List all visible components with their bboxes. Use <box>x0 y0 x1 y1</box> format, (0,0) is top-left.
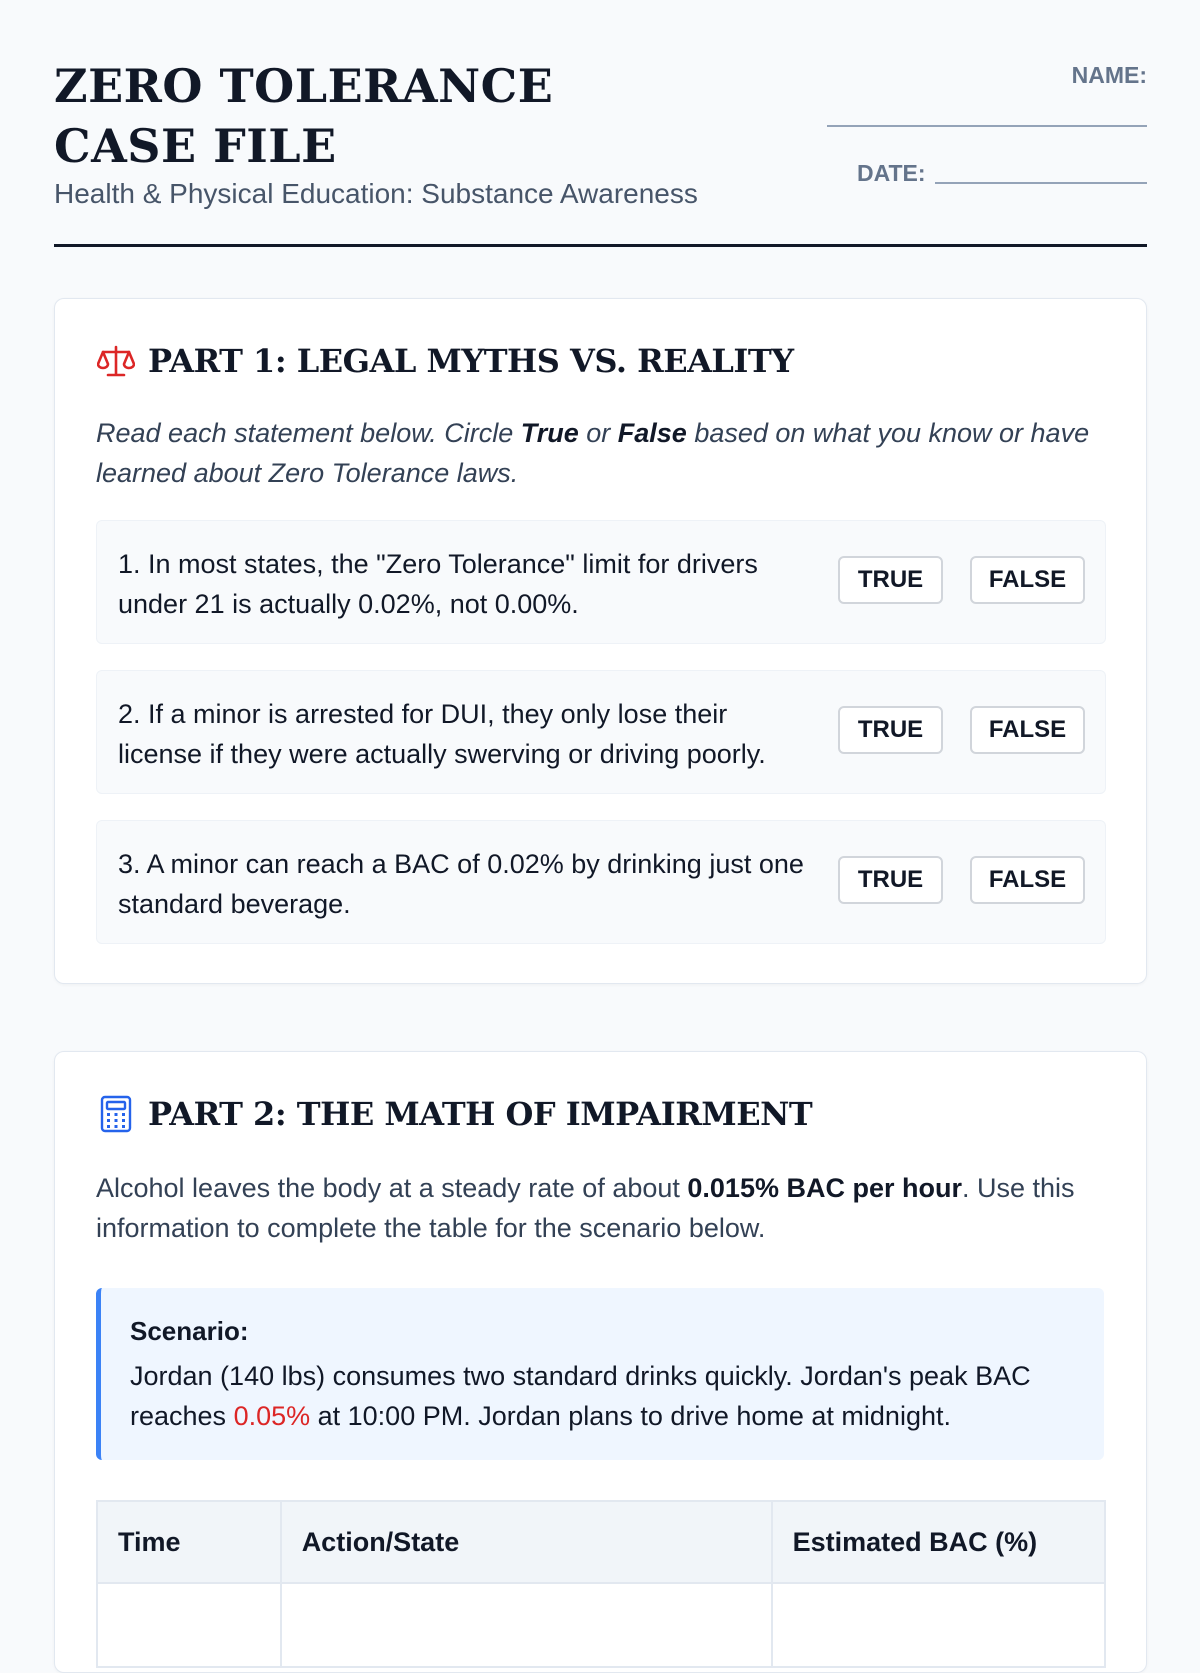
false-button[interactable]: FALSE <box>970 556 1085 604</box>
false-button[interactable]: FALSE <box>970 706 1085 754</box>
page-subtitle: Health & Physical Education: Substance Awareness <box>54 178 698 209</box>
table-cell[interactable] <box>281 1583 772 1667</box>
question-item <box>96 670 1106 794</box>
column-header-action: Action/State <box>281 1501 772 1583</box>
scenario-label: Scenario: <box>130 1316 249 1346</box>
part2-heading <box>96 1094 812 1134</box>
instructions-true-word: True <box>520 418 579 448</box>
page-title: ZERO TOLERANCE CASE FILE <box>54 59 554 173</box>
part1-heading <box>96 341 794 381</box>
intro-text: Alcohol leaves the body at a steady rate of about <box>96 1173 688 1203</box>
worksheet-page <box>54 0 1147 1557</box>
worksheet-header <box>54 0 1147 247</box>
part2-intro <box>96 1168 1096 1248</box>
table-cell[interactable] <box>772 1583 1105 1667</box>
instructions-text: based on what you know or have learned about Zero Tolerance laws. <box>96 418 1090 488</box>
scenario-box <box>96 1288 1104 1460</box>
name-field-line[interactable] <box>827 125 1147 127</box>
true-button[interactable]: TRUE <box>838 556 943 604</box>
bac-table <box>96 1500 1106 1668</box>
name-label: NAME: <box>1071 62 1147 88</box>
scenario-text-part: at 10:00 PM. Jordan plans to drive home at midnight. <box>310 1401 951 1431</box>
scenario-peak-bac: 0.05% <box>233 1401 311 1431</box>
scale-icon <box>96 341 136 381</box>
part2-card <box>54 1051 1147 1673</box>
true-button[interactable]: TRUE <box>838 706 943 754</box>
true-button[interactable]: TRUE <box>838 856 943 904</box>
part2-title: PART 2: THE MATH OF IMPAIRMENT <box>148 1095 813 1133</box>
question-text: 1. In most states, the "Zero Tolerance" limit for drivers under 21 is actually 0.02%, not 0.00%. <box>118 549 758 619</box>
instructions-false-word: False <box>617 418 687 448</box>
table-row <box>97 1583 1105 1667</box>
date-field-line[interactable] <box>935 182 1147 184</box>
question-item <box>96 820 1106 944</box>
part1-card <box>54 298 1147 984</box>
intro-rate: 0.015% BAC per hour <box>687 1173 962 1203</box>
part1-title: PART 1: LEGAL MYTHS VS. REALITY <box>148 342 794 380</box>
table-cell[interactable] <box>97 1583 281 1667</box>
calculator-icon <box>96 1094 136 1134</box>
intro-text: . Use this information to complete the table for the scenario below. <box>96 1173 1075 1243</box>
date-label: DATE: <box>857 160 926 186</box>
question-item <box>96 520 1106 644</box>
instructions-text: or <box>578 418 618 448</box>
column-header-time: Time <box>97 1501 281 1583</box>
column-header-bac: Estimated BAC (%) <box>772 1501 1105 1583</box>
question-text: 3. A minor can reach a BAC of 0.02% by drinking just one standard beverage. <box>118 849 804 919</box>
table-header-row <box>97 1501 1105 1583</box>
scenario-text-part: Jordan (140 lbs) consumes two standard drinks quickly. Jordan's peak BAC reaches <box>130 1361 1031 1431</box>
false-button[interactable]: FALSE <box>970 856 1085 904</box>
part1-instructions <box>96 413 1096 493</box>
instructions-text: Read each statement below. Circle <box>96 418 521 448</box>
scenario-text <box>130 1356 1090 1436</box>
question-text: 2. If a minor is arrested for DUI, they only lose their license if they were actually swerving or driving poorly. <box>118 699 766 769</box>
